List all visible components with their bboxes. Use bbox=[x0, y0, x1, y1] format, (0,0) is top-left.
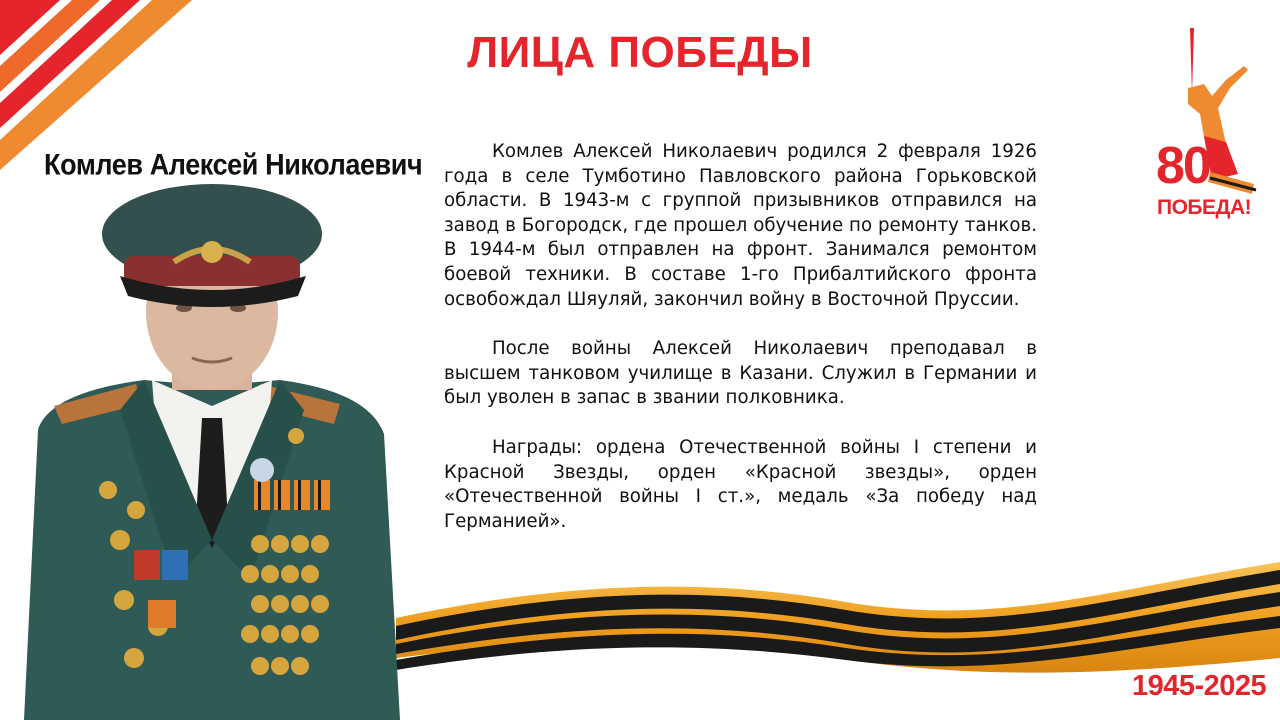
years-label: 1945-2025 bbox=[1132, 670, 1267, 702]
logo-word: ПОБЕДА! bbox=[1157, 196, 1252, 219]
person-name: Комлев Алексей Николаевич bbox=[44, 148, 423, 181]
page-title: ЛИЦА ПОБЕДЫ bbox=[467, 28, 813, 77]
biography-paragraph: Награды: ордена Отечественной войны I степени и Красной Звезды, орден «Красной звезды», орден «Отечественной войны I ст.», медаль «За победу над Германией». bbox=[444, 436, 1037, 532]
st-george-ribbon bbox=[396, 540, 1280, 680]
veteran-portrait bbox=[24, 180, 400, 720]
logo-number: 80 bbox=[1156, 137, 1210, 195]
biography-text bbox=[444, 140, 1037, 559]
biography-paragraph: После войны Алексей Николаевич преподавал в высшем танковом училище в Казани. Служил в Германии и был уволен в запас в звании полковника. bbox=[444, 338, 1037, 409]
biography-paragraph: Комлев Алексей Николаевич родился 2 февраля 1926 года в селе Тумботино Павловского района Горьковской области. В 1943-м с группой призывников отправился на завод в Богородск, где прошел обучение по ремонту танков. В 1944-м был отправлен на фронт. Занимался ремонтом боевой техники. В составе 1-го Прибалтийского фронта освобождал Шяуляй, закончил войну в Восточной Пруссии. bbox=[444, 141, 1037, 310]
